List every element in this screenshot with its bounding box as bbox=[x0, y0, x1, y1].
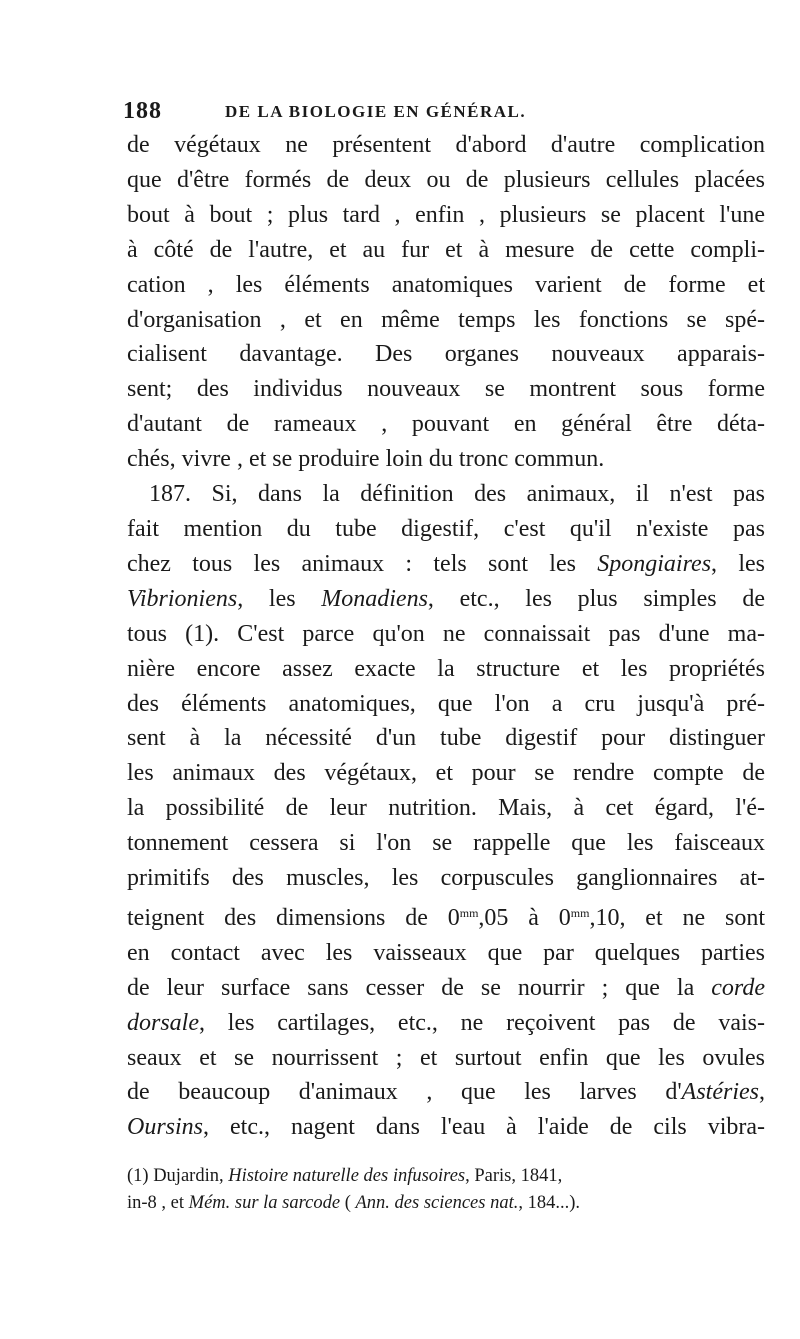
text-line bbox=[127, 971, 765, 1006]
running-head bbox=[123, 92, 765, 128]
page-number: 188 bbox=[123, 98, 162, 124]
italic-term: Oursins bbox=[127, 1114, 204, 1141]
text-segment: chez tous les animaux : tels sont les bbox=[127, 550, 598, 577]
text-segment: , les bbox=[711, 550, 765, 577]
italic-title: Mém. sur la sarcode bbox=[188, 1193, 341, 1214]
italic-title: Histoire naturelle des infusoires bbox=[228, 1166, 466, 1187]
text-segment: , bbox=[759, 1079, 765, 1106]
text-line: la possibilité de leur nutrition. Mais, à cet égard, l'é- bbox=[127, 795, 765, 822]
italic-term: corde bbox=[711, 974, 765, 1001]
text-line: fait mention du tube digestif, c'est qu'il n'existe pas bbox=[127, 515, 765, 542]
book-page bbox=[123, 92, 765, 1217]
text-line: cialisent davantage. Des organes nouveaux apparais- bbox=[127, 341, 765, 368]
text-line: que d'être formés de deux ou de plusieurs cellules placées bbox=[127, 166, 765, 193]
text-line bbox=[127, 1110, 765, 1145]
text-line: sent; des individus nouveaux se montrent sous forme bbox=[127, 376, 765, 403]
italic-term: Spongiaires bbox=[597, 550, 712, 577]
footnotes bbox=[127, 1163, 765, 1217]
text-line: tonnement cessera si l'on se rappelle que les faisceaux bbox=[127, 830, 765, 857]
text-line: cation , les éléments anatomiques varient de forme et bbox=[127, 271, 765, 298]
text-segment: ( bbox=[340, 1193, 356, 1214]
footnote-line bbox=[127, 1190, 765, 1217]
unit-superscript: mm bbox=[459, 905, 479, 920]
text-line bbox=[127, 547, 765, 582]
unit-superscript: mm bbox=[570, 905, 590, 920]
body-text bbox=[127, 128, 765, 1145]
text-segment: , 184...). bbox=[518, 1193, 581, 1214]
text-line bbox=[127, 582, 765, 617]
text-line: chés, vivre , et se produire loin du tronc commun. bbox=[127, 446, 605, 473]
text-segment: , etc., nagent dans l'eau à l'aide de cils vibra- bbox=[203, 1114, 765, 1141]
italic-term: Vibrioniens bbox=[127, 585, 238, 612]
text-line bbox=[127, 1075, 765, 1110]
text-line bbox=[127, 1006, 765, 1041]
text-line: des éléments anatomiques, que l'on a cru jusqu'à pré- bbox=[127, 690, 765, 717]
running-title: DE LA BIOLOGIE EN GÉNÉRAL. bbox=[225, 102, 527, 121]
footnote-line bbox=[127, 1163, 765, 1190]
text-line: seaux et se nourrissent ; et surtout enfin que les ovules bbox=[127, 1044, 765, 1071]
text-segment: teignent des dimensions de 0 bbox=[127, 904, 460, 931]
text-segment: , etc., les plus simples de bbox=[427, 585, 765, 612]
text-line: sent à la nécessité d'un tube digestif pour distinguer bbox=[127, 725, 765, 752]
text-segment: , les cartilages, etc., ne reçoivent pas de vais- bbox=[199, 1009, 765, 1036]
italic-term: Monadiens bbox=[321, 585, 428, 612]
text-line: primitifs des muscles, les corpuscules ganglionnaires at- bbox=[127, 865, 765, 892]
text-segment: , les bbox=[237, 585, 322, 612]
text-segment: in-8 , et bbox=[127, 1193, 189, 1214]
paragraph-187-start: 187. Si, dans la définition des animaux, il n'est pas bbox=[149, 481, 765, 508]
text-line: de végétaux ne présentent d'abord d'autre complication bbox=[127, 132, 765, 158]
text-line: d'organisation , et en même temps les fonctions se spé- bbox=[127, 306, 765, 333]
text-segment: ,05 à 0 bbox=[478, 904, 571, 931]
text-line: les animaux des végétaux, et pour se rendre compte de bbox=[127, 760, 765, 787]
text-line bbox=[127, 896, 765, 936]
text-line: en contact avec les vaisseaux que par quelques parties bbox=[127, 939, 765, 966]
text-line: d'autant de rameaux , pouvant en général être déta- bbox=[127, 411, 765, 438]
italic-term: Astéries bbox=[681, 1079, 759, 1106]
text-segment: , Paris, 1841, bbox=[465, 1166, 563, 1187]
text-segment: de leur surface sans cesser de se nourrir ; que la bbox=[127, 974, 712, 1001]
text-segment: (1) Dujardin, bbox=[127, 1166, 229, 1187]
italic-title: Ann. des sciences nat. bbox=[355, 1193, 519, 1214]
text-line: à côté de l'autre, et au fur et à mesure de cette compli- bbox=[127, 236, 765, 263]
text-line: nière encore assez exacte la structure et les propriétés bbox=[127, 655, 765, 682]
text-segment: de beaucoup d'animaux , que les larves d' bbox=[127, 1079, 682, 1106]
text-line: bout à bout ; plus tard , enfin , plusieurs se placent l'une bbox=[127, 201, 765, 228]
italic-term: dorsale bbox=[127, 1009, 199, 1036]
text-line: tous (1). C'est parce qu'on ne connaissait pas d'une ma- bbox=[127, 620, 765, 647]
text-segment: ,10, et ne sont bbox=[589, 904, 765, 931]
